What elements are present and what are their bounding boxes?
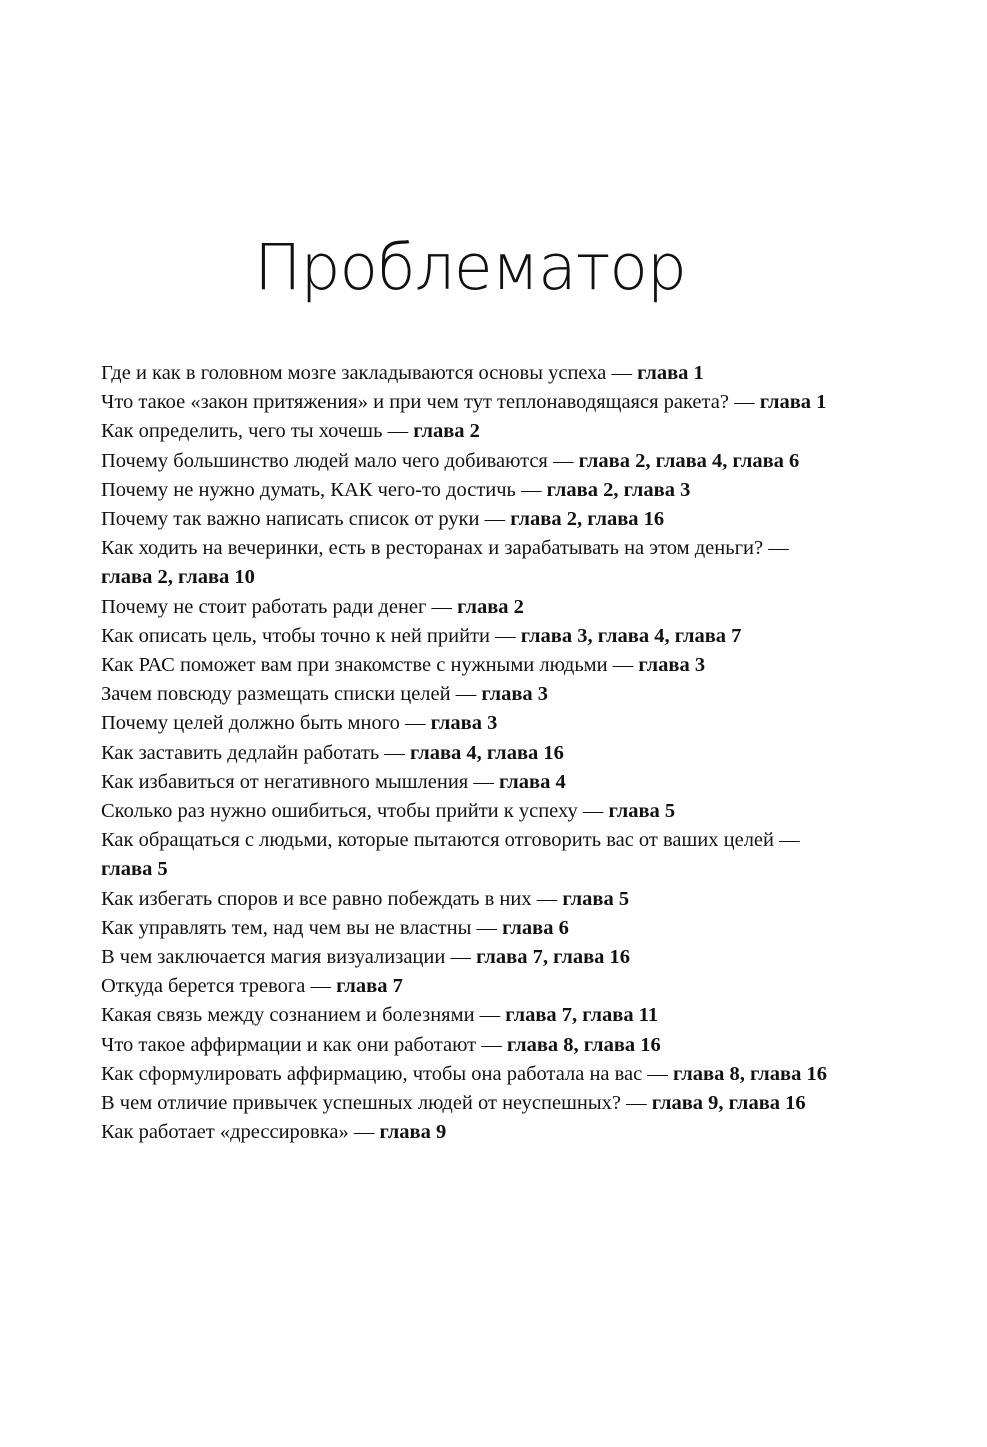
list-item <box>101 797 841 826</box>
list-item <box>101 1118 841 1147</box>
item-dash: — <box>763 537 789 560</box>
item-chapters: глава 5 <box>608 800 676 823</box>
item-question: Что такое «закон притяжения» и при чем тут теплонаводящаяся ракета? <box>101 391 729 414</box>
list-item <box>101 651 841 680</box>
item-dash: — <box>479 508 511 531</box>
item-question: Зачем повсюду размещать списки целей <box>101 683 451 706</box>
list-item <box>101 476 841 505</box>
item-dash: — <box>450 683 482 706</box>
list-item <box>101 709 841 738</box>
list-item <box>101 885 841 914</box>
item-chapters: глава 8, глава 16 <box>506 1033 661 1056</box>
item-question: Почему не стоит работать ради денег <box>101 595 427 618</box>
item-chapters: глава 2, глава 3 <box>546 478 691 501</box>
item-chapters: глава 7, глава 11 <box>505 1004 659 1027</box>
problem-index-list <box>101 359 841 1147</box>
item-dash: — <box>471 916 503 939</box>
item-question: Почему так важно написать список от руки <box>101 508 480 531</box>
item-dash: — <box>379 741 410 764</box>
item-question: Какая связь между сознанием и болезнями <box>101 1004 475 1027</box>
item-question: Сколько раз нужно ошибиться, чтобы прийти к успеху <box>101 800 578 823</box>
item-dash: — <box>474 1004 506 1027</box>
item-chapters: глава 2, глава 16 <box>510 508 665 531</box>
item-dash: — <box>606 362 638 384</box>
list-item <box>101 1001 841 1030</box>
item-question: Как заставить дедлайн работать <box>101 741 380 764</box>
list-item <box>101 447 841 476</box>
item-question: Как описать цель, чтобы точно к ней прийти <box>101 624 491 647</box>
item-chapters: глава 5 <box>101 858 168 881</box>
item-question: В чем заключается магия визуализации <box>101 946 446 969</box>
item-question: В чем отличие привычек успешных людей от неуспешных? <box>101 1092 621 1115</box>
item-chapters: глава 2, глава 10 <box>101 566 255 589</box>
item-question: Как управлять тем, над чем вы не властны <box>101 916 472 939</box>
item-question: Как сформулировать аффирмацию, чтобы она работала на вас <box>101 1062 643 1085</box>
item-chapters: глава 9, глава 16 <box>651 1092 806 1115</box>
list-item <box>101 1031 841 1060</box>
list-item <box>101 388 841 417</box>
item-dash: — <box>399 712 431 735</box>
item-question: Откуда берется тревога <box>101 975 306 998</box>
item-dash: — <box>642 1062 674 1085</box>
item-chapters: глава 7 <box>336 975 403 998</box>
list-item <box>101 359 841 388</box>
item-question: Как определить, чего ты хочешь <box>101 420 383 443</box>
list-item <box>101 534 841 592</box>
item-dash: — <box>774 829 800 852</box>
item-dash: — <box>382 420 414 443</box>
list-item <box>101 914 841 943</box>
item-question: Как РАС поможет вам при знакомстве с нужными людьми <box>101 654 608 677</box>
item-dash: — <box>348 1121 380 1144</box>
list-item <box>101 972 841 1001</box>
item-dash: — <box>476 1033 507 1056</box>
item-dash: — <box>305 975 337 998</box>
item-dash: — <box>577 800 609 823</box>
item-question: Что такое аффирмации и как они работают <box>101 1033 477 1056</box>
list-item <box>101 680 841 709</box>
item-dash: — <box>531 887 563 910</box>
item-chapters: глава 7, глава 16 <box>476 946 631 969</box>
item-dash: — <box>620 1092 652 1115</box>
item-dash: — <box>515 478 547 501</box>
item-question: Почему целей должно быть много <box>101 712 400 735</box>
item-dash: — <box>728 391 760 414</box>
item-question: Как избавиться от негативного мышления <box>101 770 469 793</box>
item-question: Где и как в головном мозге закладываются основы успеха <box>101 362 607 384</box>
item-dash: — <box>547 449 579 472</box>
list-item <box>101 739 841 768</box>
list-item <box>101 826 841 884</box>
list-item <box>101 768 841 797</box>
page-title: Проблематор <box>254 231 686 304</box>
item-chapters: глава 4, глава 16 <box>409 741 564 764</box>
item-chapters: глава 5 <box>562 887 630 910</box>
item-chapters: глава 2 <box>457 595 524 618</box>
item-dash: — <box>426 595 458 618</box>
list-item <box>101 943 841 972</box>
item-dash: — <box>445 946 477 969</box>
list-item <box>101 1089 841 1118</box>
item-chapters: глава 3 <box>430 712 498 735</box>
item-question: Как избегать споров и все равно побеждать в них <box>101 887 532 910</box>
item-chapters: глава 1 <box>637 362 704 384</box>
item-chapters: глава 3, глава 4, глава 7 <box>520 624 742 647</box>
item-chapters: глава 2, глава 4, глава 6 <box>578 449 800 472</box>
list-item <box>101 505 841 534</box>
list-item <box>101 1060 841 1089</box>
item-dash: — <box>607 654 639 677</box>
item-chapters: глава 3 <box>481 683 549 706</box>
item-question: Почему не нужно думать, КАК чего-то достичь <box>101 478 516 501</box>
item-question: Как работает «дрессировка» <box>101 1121 349 1144</box>
item-chapters: глава 8, глава 16 <box>673 1062 827 1085</box>
item-chapters: глава 9 <box>379 1121 447 1144</box>
list-item <box>101 593 841 622</box>
item-dash: — <box>490 624 521 647</box>
item-chapters: глава 2 <box>413 420 480 443</box>
item-chapters: глава 3 <box>638 654 706 677</box>
list-item <box>101 622 841 651</box>
item-chapters: глава 4 <box>499 770 566 793</box>
item-question: Как ходить на вечеринки, есть в ресторанах и зарабатывать на этом деньги? <box>101 537 764 560</box>
item-question: Как обращаться с людьми, которые пытаются отговорить вас от ваших целей <box>101 829 775 852</box>
item-question: Почему большинство людей мало чего добиваются <box>101 449 548 472</box>
list-item <box>101 417 841 446</box>
item-chapters: глава 6 <box>502 916 569 939</box>
item-dash: — <box>468 770 499 793</box>
item-chapters: глава 1 <box>759 391 827 414</box>
